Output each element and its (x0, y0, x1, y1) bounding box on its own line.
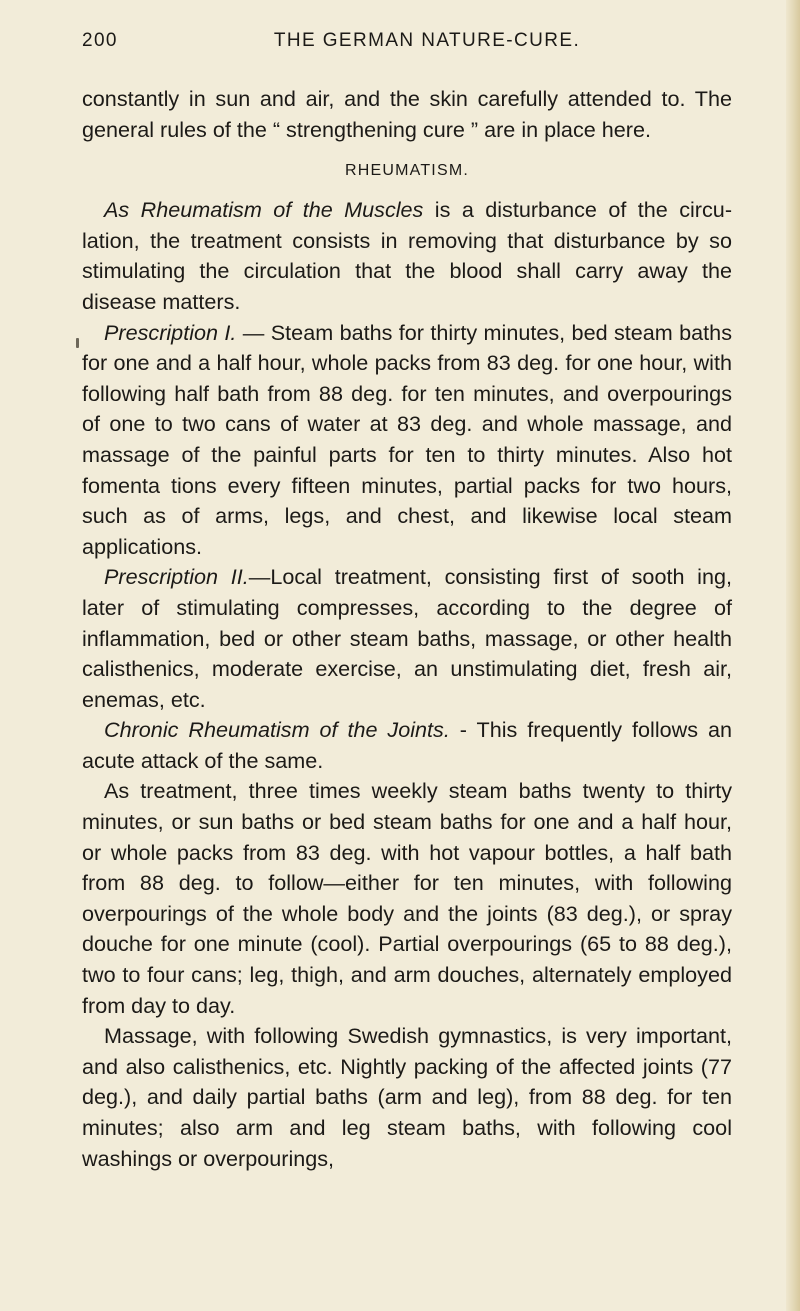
section-heading: RHEUMATISM. (344, 162, 469, 180)
paragraph-text: — Steam baths for thirty minutes, bed steam baths for one and a half hour, whole packs from 83 deg. for one hour, with following half bath from 88 deg. for ten minutes, and overpourings of one to two cans of water at 83 deg. and whole massage, and massage of the painful parts for ten to thirty minutes. Also hot fomenta tions every fifteen minutes, partial packs for two hours, such as of arms, legs, and chest, and likewise local steam applications. (82, 319, 732, 559)
page-number: 200 (82, 30, 118, 51)
paragraph-muscles (82, 195, 732, 317)
paragraph-continuation (82, 84, 732, 145)
paragraph-lead: Prescription II. (104, 564, 249, 590)
page-body (82, 84, 732, 1174)
paragraph-prescription-1 (82, 318, 732, 563)
running-title: THE GERMAN NATURE-CURE. (273, 30, 581, 51)
paragraph-treatment (82, 776, 732, 1021)
paragraph-text: is a disturbance of the circu lation, the treatment consists in removing that disturbance by so stimulating the circulation that the blood shall carry away the disease matters. (82, 197, 733, 314)
page-edge (786, 0, 800, 1311)
paragraph-massage (82, 1021, 732, 1174)
paragraph-text: As treatment, three times weekly steam baths twenty to thirty minutes, or sun baths or bed steam baths for one and a half hour, or whole packs from 83 deg. with hot vapour bottles, a half bath from 88 deg. to follow—either for ten minutes, with following overpourings of the whole body and the joints (83 deg.), or spray douche for one minute (cool). Partial overpourings (65 to 88 deg.), two to four cans; leg, thigh, and arm douches, alternately employed from day to day. (82, 778, 732, 1018)
paragraph-lead: Prescription I. (104, 319, 237, 345)
paragraph-text: - This frequently follows an acute attack of the same. (82, 717, 732, 773)
paragraph-lead: Chronic Rheumatism of the Joints. (104, 717, 450, 743)
paragraph-text: constantly in sun and air, and the skin carefully attended to. The general rules of the “ strengthening cure ” are in place here. (82, 86, 732, 142)
paragraph-text: —Local treatment, consisting first of sooth ing, later of stimulating compresses, according to the degree of inflammation, bed or other steam baths, massage, or other health calisthenics, moderate exercise, an unstimulating diet, fresh air, enemas, etc. (82, 564, 732, 712)
paragraph-prescription-2 (82, 562, 732, 715)
paragraph-chronic-joints (82, 715, 732, 776)
paragraph-lead: As Rheumatism of the Muscles (104, 197, 424, 223)
page-header (82, 30, 732, 60)
margin-mark (76, 338, 79, 348)
paragraph-text: Massage, with following Swedish gymnastics, is very important, and also calisthenics, etc. Nightly packing of the affected joints (77 deg.), and daily partial baths (arm and leg), from 88 deg. for ten minutes; also arm and leg steam baths, with following cool washings or overpourings, (82, 1023, 732, 1171)
